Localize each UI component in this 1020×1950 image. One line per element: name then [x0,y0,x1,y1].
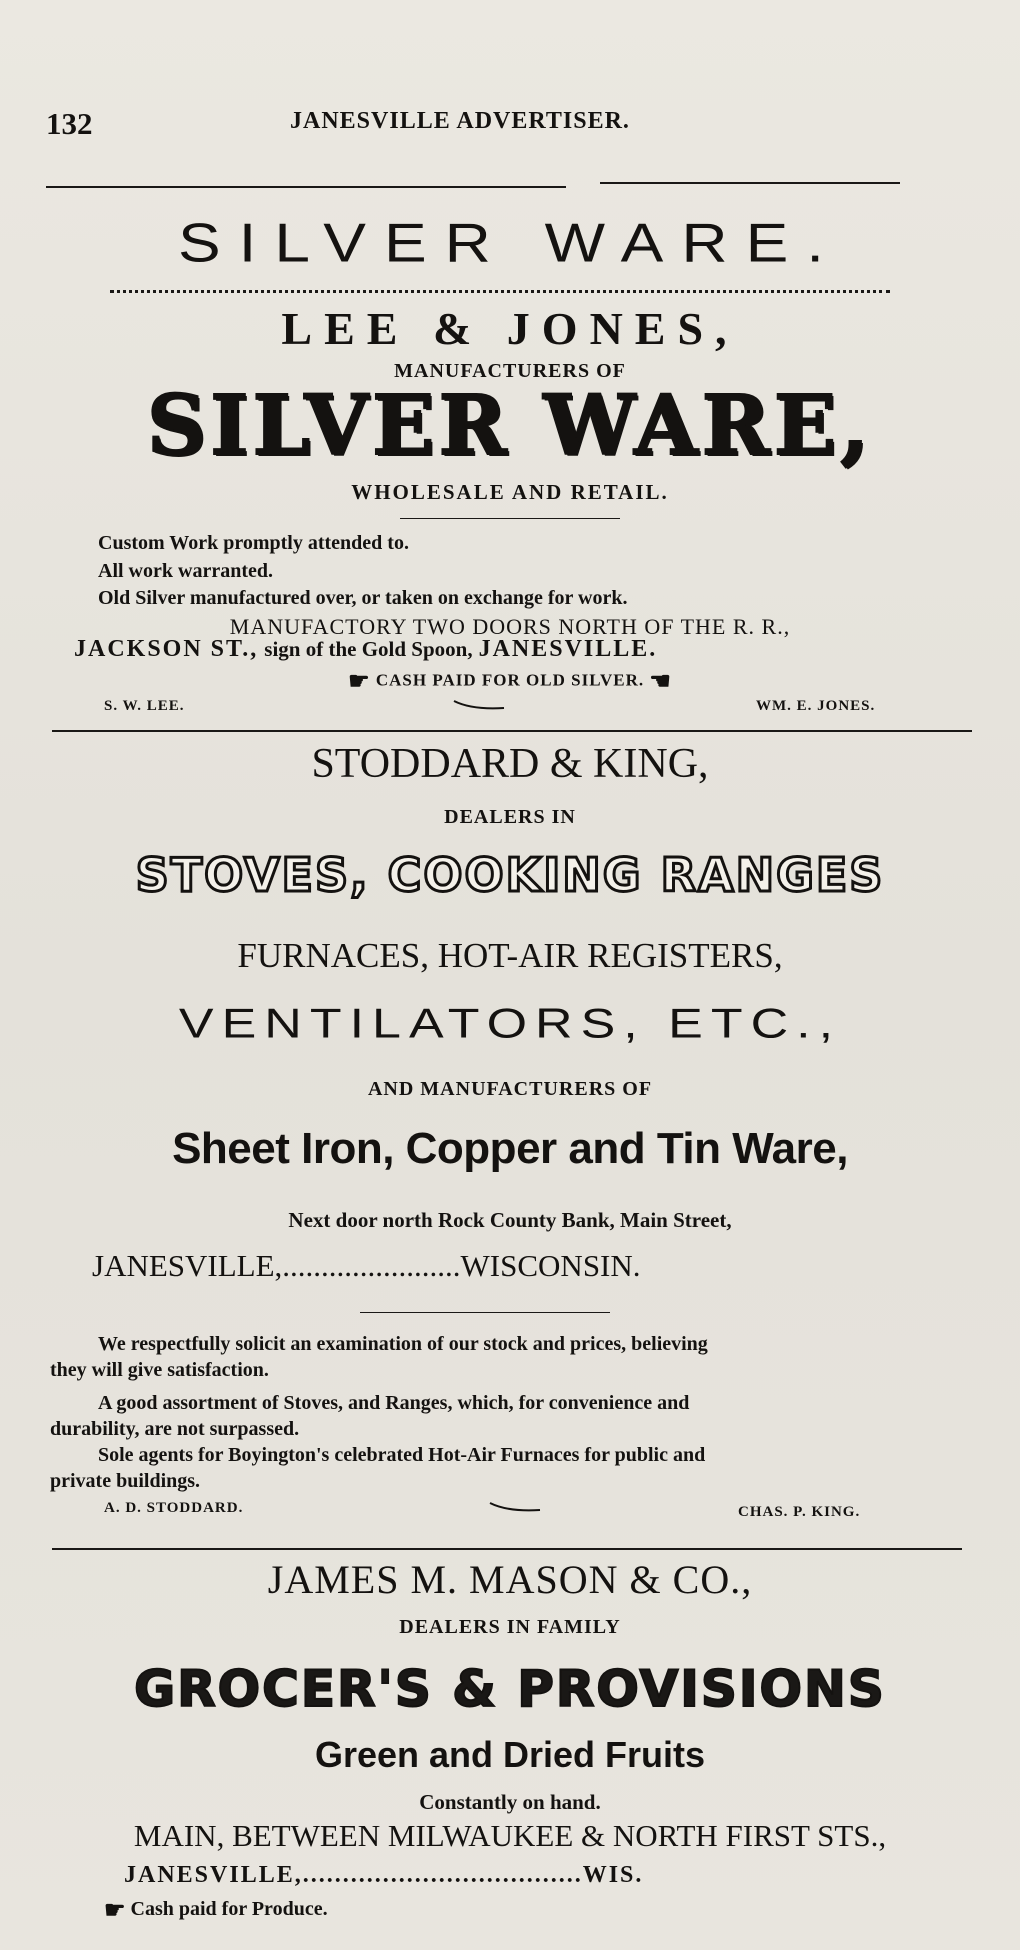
stoddard-para-2a: A good assortment of Stoves, and Ranges, which, for convenience and [98,1392,690,1414]
address-street: JACKSON ST., [74,636,259,662]
city-janesville: JANESVILLE, [92,1248,283,1283]
mason-city-line [124,1862,914,1889]
furnaces-line: FURNACES, HOT-AIR REGISTERS, [237,936,783,975]
constantly-on-hand: Constantly on hand. [419,1790,601,1814]
lee-jones-line-2: All work warranted. [98,560,273,582]
ventilators-heading: VENTILATORS, ETC., [178,1000,842,1048]
stoddard-para-1a: We respectfully solicit an examination of our stock and prices, believing [98,1333,708,1355]
header-rule-left [46,186,566,188]
header-rule-right [600,182,900,184]
section-rule-2 [52,1548,962,1550]
stoddard-king-firm: STODDARD & KING, [311,741,709,787]
stoves-ranges-heading: STOVES, COOKING RANGES [135,848,885,902]
lee-jones-line-1: Custom Work promptly attended to. [98,532,409,554]
mason-city: JANESVILLE, [124,1862,303,1888]
swash-ornament-2 [488,1500,542,1514]
and-manufacturers-of: AND MANUFACTURERS OF [367,1078,653,1100]
address-sign: sign of the Gold Spoon, [264,637,473,661]
manufactory-line: MANUFACTORY TWO DOORS NORTH OF THE R. R., [229,614,791,639]
pointing-hand-icon-2: ☛ [104,1898,126,1924]
swash-ornament [452,698,506,712]
signer-stoddard: A. D. STODDARD. [104,1500,244,1516]
silver-ware-product: SILVER WARE, [147,378,873,474]
mason-address: MAIN, BETWEEN MILWAUKEE & NORTH FIRST STS., [133,1818,887,1853]
mason-state: WIS. [582,1862,644,1888]
city-leader-dots: ....................... [282,1248,461,1283]
mason-dealers-in: DEALERS IN FAMILY [399,1616,621,1638]
mason-cash-line [104,1896,328,1925]
sheet-iron-heading: Sheet Iron, Copper and Tin Ware, [172,1124,848,1173]
cash-paid-text: CASH PAID FOR OLD SILVER. [375,670,645,690]
mason-leader-dots: ................................... [302,1862,583,1888]
lee-jones-address [74,636,954,663]
lee-jones-firm: LEE & JONES, [281,303,739,354]
grocers-provisions-heading: GROCER'S & PROVISIONS [134,1660,886,1718]
signer-jones: WM. E. JONES. [756,698,876,714]
short-rule-2 [360,1312,610,1313]
stoddard-para-1b: they will give satisfaction. [50,1359,269,1381]
signer-lee: S. W. LEE. [104,698,185,714]
city-wisconsin: WISCONSIN. [460,1248,641,1283]
running-head: JANESVILLE ADVERTISER. [290,108,630,134]
dotted-divider [110,290,890,293]
wholesale-retail: WHOLESALE AND RETAIL. [351,480,669,504]
signer-king: CHAS. P. KING. [738,1504,861,1520]
cash-paid-line [0,667,1020,696]
stoddard-para-3b: private buildings. [50,1470,201,1492]
page-number: 132 [46,106,93,141]
stoddard-city-line [92,1248,932,1284]
mason-cash-text: Cash paid for Produce. [130,1898,328,1921]
section-rule-1 [52,730,972,732]
stoddard-dealers-in: DEALERS IN [444,806,576,828]
mason-firm: JAMES M. MASON & CO., [267,1557,753,1602]
short-rule [400,518,620,519]
stoddard-para-3a: Sole agents for Boyington's celebrated Hot-Air Furnaces for public and [98,1444,706,1466]
pointing-hand-icon: ☛ [348,669,371,695]
pointing-hand-left-icon: ☚ [649,669,672,695]
stoddard-para-2b: durability, are not surpassed. [50,1418,300,1440]
address-city: JANESVILLE. [478,636,658,662]
lee-jones-manufacturers-of: MANUFACTURERS OF [394,360,626,382]
silver-ware-headline: SILVER WARE. [177,212,843,274]
stoddard-location: Next door north Rock County Bank, Main Street, [288,1208,732,1232]
lee-jones-line-3: Old Silver manufactured over, or taken on exchange for work. [98,587,628,609]
green-dried-fruits: Green and Dried Fruits [314,1734,706,1775]
